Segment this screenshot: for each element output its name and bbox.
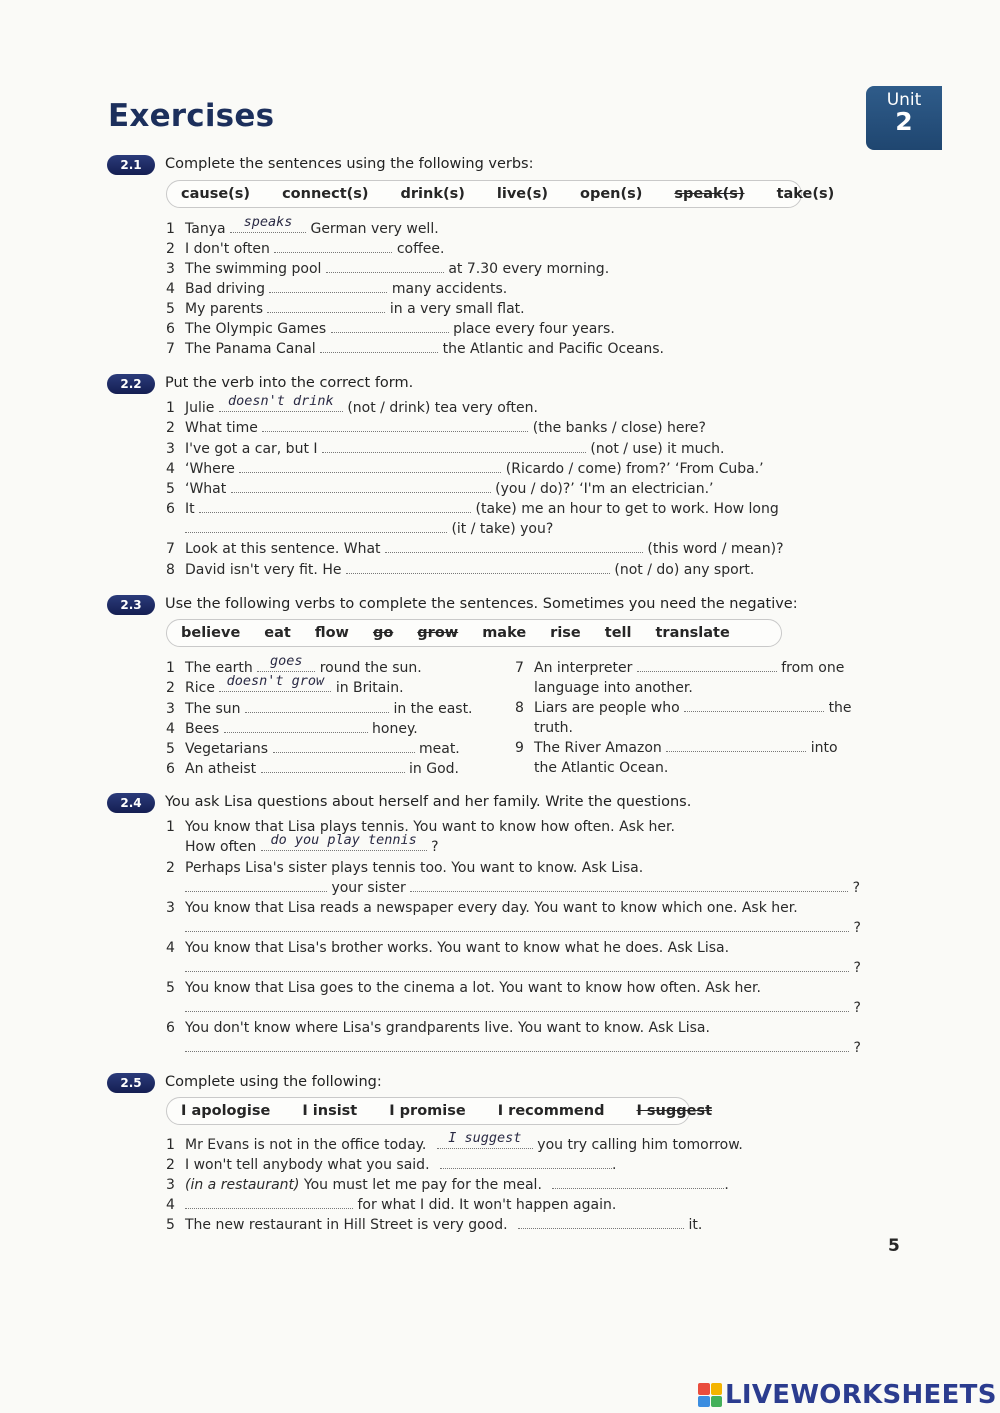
item-number: 9 [515, 740, 524, 756]
item-number: 2 [166, 860, 175, 876]
answer-field[interactable] [185, 520, 447, 533]
exercise-title: Use the following verbs to complete the sentences. Sometimes you need the negative: [165, 596, 798, 612]
item-text: My parents [185, 301, 263, 317]
answer-field[interactable] [185, 959, 849, 972]
exercise-line [166, 939, 729, 957]
answer-field[interactable] [261, 832, 427, 851]
exercise-line [166, 720, 418, 738]
item-number: 5 [166, 741, 175, 757]
question-mark: ? [853, 920, 861, 936]
exercise-line [166, 979, 761, 997]
exercise-title: Complete the sentences using the following verbs: [165, 156, 534, 172]
exercise-line [166, 673, 404, 697]
answer-field[interactable] [199, 500, 471, 513]
item-text: The Olympic Games [185, 321, 327, 337]
exercise-line [166, 280, 507, 298]
page-number: 5 [888, 1236, 900, 1256]
answer-field[interactable] [267, 300, 385, 313]
exercise-title: Complete using the following: [165, 1074, 382, 1090]
item-text: German very well. [310, 221, 439, 237]
item-text: Vegetarians [185, 741, 269, 757]
exercise-badge: 2.1 [107, 155, 155, 175]
item-text: in Britain. [335, 680, 404, 696]
liveworksheets-logo [698, 1380, 997, 1410]
item-number: 5 [166, 481, 175, 497]
item-number: 4 [166, 461, 175, 477]
answer-line [185, 959, 861, 977]
item-text: Bad driving [185, 281, 265, 297]
item-number: 7 [515, 660, 524, 676]
word-chip: cause(s) [181, 186, 251, 202]
word-chip: live(s) [496, 186, 548, 202]
item-number: 6 [166, 501, 175, 517]
item-text: David isn't very fit. He [185, 562, 342, 578]
exercise-line [166, 1196, 616, 1214]
item-number: 1 [166, 221, 175, 237]
word-chip: I recommend [497, 1103, 605, 1119]
item-number: 7 [166, 341, 175, 357]
item-text: round the sun. [319, 660, 422, 676]
word-chip: open(s) [580, 186, 643, 202]
answer-field[interactable] [552, 1176, 724, 1189]
item-number: 1 [166, 400, 175, 416]
exercise-badge: 2.3 [107, 595, 155, 615]
item-text: ‘What [185, 481, 227, 497]
answer-text: do you play tennis [270, 832, 417, 848]
item-text: (the banks / close) here? [532, 420, 706, 436]
word-chip: make [482, 625, 527, 641]
item-text: (Ricardo / come) from?’ ‘From Cuba.’ [505, 461, 764, 477]
exercise-line [166, 320, 615, 338]
answer-field[interactable] [410, 879, 848, 892]
answer-line [185, 1039, 861, 1057]
item-text: you try calling him tomorrow. [537, 1137, 743, 1153]
item-context: (in a restaurant) [185, 1177, 300, 1193]
item-text: An interpreter [534, 660, 633, 676]
question-mark: ? [431, 839, 439, 855]
answer-field[interactable] [322, 440, 586, 453]
exercise-line [166, 561, 754, 579]
answer-field[interactable] [269, 280, 387, 293]
word-box [166, 180, 835, 208]
item-text: You know that Lisa goes to the cinema a lot. You want to know how often. Ask her. [185, 980, 761, 996]
word-chip: I promise [389, 1103, 466, 1119]
answer-field[interactable] [257, 653, 315, 672]
item-text: It [185, 501, 195, 517]
exercise-badge: 2.4 [107, 793, 155, 813]
answer-field[interactable] [185, 1039, 849, 1052]
exercise-line [515, 659, 844, 677]
answer-line [185, 919, 861, 937]
item-text: for what I did. It won't happen again. [357, 1197, 617, 1213]
answer-line [185, 999, 861, 1017]
answer-field[interactable] [320, 340, 438, 353]
item-text: place every four years. [453, 321, 615, 337]
item-number: 7 [166, 541, 175, 557]
answer-field[interactable] [440, 1156, 612, 1169]
page-title: Exercises [108, 98, 275, 134]
item-number: 4 [166, 940, 175, 956]
item-text: The earth [185, 660, 253, 676]
item-number: 2 [166, 420, 175, 436]
item-continuation: the Atlantic Ocean. [534, 760, 669, 776]
item-number: 5 [166, 301, 175, 317]
item-text: The swimming pool [185, 261, 322, 277]
item-text: (it / take) you? [451, 521, 554, 537]
item-text: many accidents. [391, 281, 508, 297]
word-chip-used: speak(s) [674, 186, 745, 202]
word-chip: connect(s) [282, 186, 369, 202]
item-number: 4 [166, 1197, 175, 1213]
word-chip-used: grow [417, 625, 459, 641]
item-text: I won't tell anybody what you said. [185, 1157, 430, 1173]
item-continuation: truth. [534, 720, 573, 736]
exercise-line [166, 440, 724, 458]
exercise-line [166, 540, 784, 558]
answer-text: doesn't drink [228, 393, 334, 409]
item-number: 2 [166, 680, 175, 696]
word-chip: take(s) [776, 186, 835, 202]
item-text: the Atlantic and Pacific Oceans. [442, 341, 664, 357]
item-text: You must let me pay for the meal. [303, 1177, 542, 1193]
exercise-line [166, 300, 525, 318]
item-text: (not / use) it much. [590, 441, 725, 457]
item-number: 4 [166, 721, 175, 737]
item-text: I've got a car, but I [185, 441, 318, 457]
item-text: at 7.30 every morning. [448, 261, 610, 277]
exercise-line [166, 1156, 616, 1174]
item-text: How often [185, 839, 257, 855]
exercise-line [166, 340, 664, 358]
item-number: 3 [166, 261, 175, 277]
item-text: An atheist [185, 761, 257, 777]
exercise-line [166, 740, 460, 758]
item-number: 1 [166, 1137, 175, 1153]
item-number: 6 [166, 1020, 175, 1036]
answer-field[interactable] [637, 659, 777, 672]
item-number: 1 [166, 660, 175, 676]
item-text: (not / drink) tea very often. [347, 400, 538, 416]
item-text: The Panama Canal [185, 341, 316, 357]
item-text: I don't often [185, 241, 270, 257]
exercise-line [166, 419, 706, 437]
item-text: Julie [185, 400, 215, 416]
item-text: Liars are people who [534, 700, 680, 716]
item-text: Bees [185, 721, 220, 737]
answer-field[interactable] [346, 561, 610, 574]
item-text: . [724, 1177, 729, 1193]
word-chip: eat [264, 625, 291, 641]
unit-number: 2 [895, 107, 913, 136]
item-text: in God. [409, 761, 460, 777]
item-text: Tanya [185, 221, 226, 237]
answer-field[interactable] [224, 720, 368, 733]
answer-field[interactable] [273, 740, 415, 753]
exercise-line [166, 700, 473, 718]
exercise-line [166, 1176, 729, 1194]
item-text: (not / do) any sport. [614, 562, 755, 578]
question-mark: ? [853, 1040, 861, 1056]
item-number: 3 [166, 441, 175, 457]
answer-field[interactable] [239, 460, 501, 473]
answer-field[interactable] [185, 879, 327, 892]
question-mark: ? [853, 1000, 861, 1016]
item-text: from one [781, 660, 845, 676]
answer-field[interactable] [230, 214, 306, 233]
exercise-line [515, 739, 838, 757]
item-text: your sister [331, 880, 406, 896]
item-number: 4 [166, 281, 175, 297]
item-number: 1 [166, 819, 175, 835]
answer-field[interactable] [185, 919, 849, 932]
item-text: Look at this sentence. What [185, 541, 381, 557]
answer-field[interactable] [518, 1216, 684, 1229]
answer-text: goes [270, 653, 303, 669]
item-text: You know that Lisa's brother works. You want to know what he does. Ask Lisa. [185, 940, 730, 956]
item-text: You don't know where Lisa's grandparents live. You want to know. Ask Lisa. [185, 1020, 710, 1036]
exercise-line [515, 699, 852, 717]
word-chip: translate [655, 625, 730, 641]
item-text: honey. [372, 721, 418, 737]
word-chip: rise [550, 625, 581, 641]
answer-field[interactable] [666, 739, 806, 752]
answer-text: doesn't grow [226, 673, 325, 689]
exercise-line [166, 899, 798, 917]
exercise-line [166, 393, 538, 417]
answer-field[interactable] [437, 1130, 533, 1149]
answer-text: I suggest [448, 1130, 522, 1146]
exercise-line [166, 1130, 743, 1154]
exercise-line [166, 859, 643, 877]
exercise-badge: 2.5 [107, 1073, 155, 1093]
exercise-line [166, 460, 764, 478]
exercise-badge: 2.2 [107, 374, 155, 394]
item-number: 6 [166, 321, 175, 337]
exercise-title: Put the verb into the correct form. [165, 375, 414, 391]
item-text: You know that Lisa reads a newspaper every day. You want to know which one. Ask her. [185, 900, 798, 916]
word-chip-used: go [372, 625, 394, 641]
answer-field[interactable] [219, 673, 331, 692]
answer-field[interactable] [185, 999, 849, 1012]
exercise-line [166, 240, 444, 258]
item-text: (take) me an hour to get to work. How long [475, 501, 779, 517]
answer-field[interactable] [261, 760, 405, 773]
answer-field[interactable] [684, 699, 824, 712]
item-number: 3 [166, 701, 175, 717]
liveworksheets-icon [698, 1383, 722, 1407]
item-number: 2 [166, 1157, 175, 1173]
exercise-line [166, 214, 439, 238]
exercise-line [166, 1019, 710, 1037]
word-chip: believe [181, 625, 241, 641]
exercise-line [166, 520, 553, 538]
word-box [166, 619, 782, 647]
item-number: 5 [166, 980, 175, 996]
item-text: . [611, 1157, 617, 1173]
item-continuation: language into another. [534, 680, 693, 696]
item-text: You know that Lisa plays tennis. You want to know how often. Ask her. [185, 819, 675, 835]
item-text: (this word / mean)? [647, 541, 784, 557]
answer-line [185, 832, 439, 856]
answer-field[interactable] [219, 393, 343, 412]
item-number: 8 [515, 700, 524, 716]
item-text: Mr Evans is not in the office today. [185, 1137, 427, 1153]
answer-field[interactable] [331, 320, 449, 333]
word-box [166, 1097, 713, 1125]
brand-name: LIVEWORKSHEETS [725, 1380, 997, 1410]
unit-tab [866, 86, 942, 150]
exercise-line [166, 260, 609, 278]
item-text: What time [185, 420, 258, 436]
word-chip: flow [314, 625, 349, 641]
answer-field[interactable] [326, 260, 444, 273]
answer-field[interactable] [185, 1196, 353, 1209]
item-text: The River Amazon [534, 740, 662, 756]
item-text: The new restaurant in Hill Street is very good. [185, 1217, 508, 1233]
word-chip: tell [604, 625, 632, 641]
question-mark: ? [852, 880, 861, 896]
item-number: 2 [166, 241, 175, 257]
item-text: into [810, 740, 838, 756]
item-text: The sun [185, 701, 241, 717]
item-text: in the east. [393, 701, 473, 717]
question-mark: ? [853, 960, 861, 976]
item-text: meat. [418, 741, 460, 757]
item-number: 3 [166, 1177, 175, 1193]
word-chip-used: I suggest [636, 1103, 713, 1119]
exercise-line [166, 500, 779, 518]
answer-text: speaks [243, 214, 293, 230]
exercise-line [166, 480, 714, 498]
answer-line [185, 879, 865, 897]
item-text: in a very small flat. [389, 301, 525, 317]
item-number: 6 [166, 761, 175, 777]
word-chip: I apologise [181, 1103, 271, 1119]
answer-field[interactable] [231, 480, 491, 493]
exercise-title: You ask Lisa questions about herself and her family. Write the questions. [165, 794, 692, 810]
exercise-line [166, 760, 459, 778]
answer-field[interactable] [274, 240, 392, 253]
item-number: 8 [166, 562, 175, 578]
item-number: 5 [166, 1217, 175, 1233]
item-text: it. [688, 1217, 703, 1233]
answer-field[interactable] [245, 700, 389, 713]
item-text: Perhaps Lisa's sister plays tennis too. You want to know. Ask Lisa. [185, 860, 644, 876]
word-chip: drink(s) [400, 186, 465, 202]
item-number: 3 [166, 900, 175, 916]
item-text: Rice [185, 680, 215, 696]
unit-label: Unit [886, 90, 922, 110]
answer-field[interactable] [385, 540, 643, 553]
item-text: the [828, 700, 852, 716]
exercise-line [166, 1216, 702, 1234]
item-text: ‘Where [185, 461, 235, 477]
word-chip: I insist [302, 1103, 358, 1119]
answer-field[interactable] [262, 419, 528, 432]
item-text: (you / do)?’ ‘I'm an electrician.’ [495, 481, 714, 497]
item-text: coffee. [396, 241, 445, 257]
